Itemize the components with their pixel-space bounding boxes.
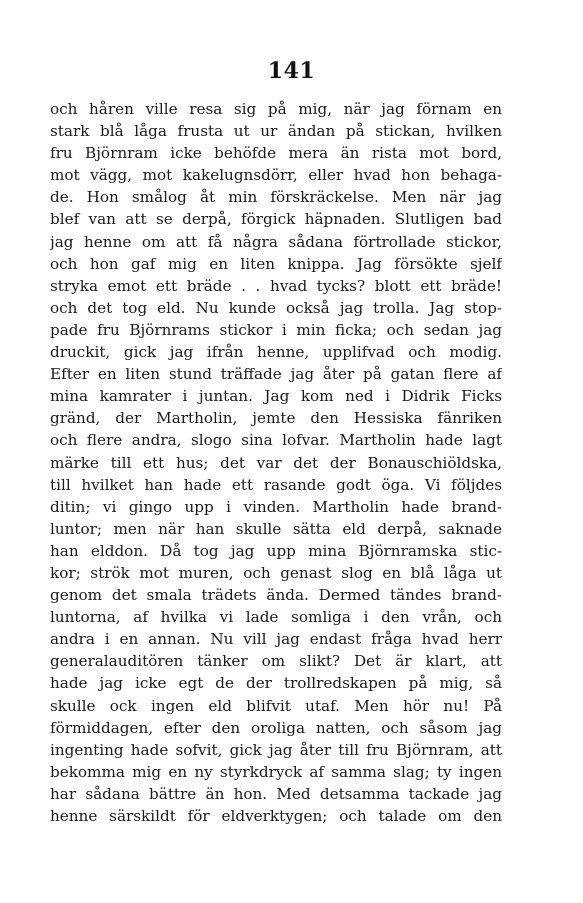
text-line: stryka emot ett bräde . . hvad tycks? blott ett bräde! [50, 276, 502, 295]
text-line: har sådana bättre än hon. Med detsamma tackade jag [50, 784, 502, 803]
text-line: till hvilket han hade ett rasande godt öga. Vi följdes [50, 475, 502, 494]
text-line: förmiddagen, efter den oroliga natten, och såsom jag [50, 718, 502, 737]
text-line: mina kamrater i juntan. Jag kom ned i Didrik Ficks [50, 387, 502, 406]
text-line: hade jag icke egt de der trollredskapen på mig, så [50, 674, 502, 693]
text-line: jag henne om att få några sådana förtrollade stickor, [50, 232, 502, 251]
text-line: mot vägg, mot kakelugnsdörr, eller hvad hon behaga- [50, 166, 502, 185]
text-line: stark blå låga frusta ut ur ändan på stickan, hvilken [50, 122, 502, 141]
text-line: de. Hon smålog åt min förskräckelse. Men när jag [50, 188, 502, 207]
text-line: och håren ville resa sig på mig, när jag förnam en [50, 100, 502, 118]
text-line: luntorna, af hvilka vi lade somliga i den vrån, och [50, 608, 502, 627]
text-line: och hon gaf mig en liten knippa. Jag försökte sjelf [50, 254, 502, 273]
text-line: gränd, der Martholin, jemte den Hessiska fänriken [50, 409, 502, 428]
text-line: pade fru Björnrams stickor i min ficka; och sedan jag [50, 320, 502, 339]
text-line: andra i en annan. Nu vill jag endast fråga hvad herr [50, 630, 502, 649]
text-line: henne särskildt för eldverktygen; och talade om den [50, 807, 502, 825]
text-line: och det tog eld. Nu kunde också jag trolla. Jag stop- [50, 298, 502, 317]
text-line: druckit, gick jag ifrån henne, upplifvad och modig. [50, 343, 502, 362]
text-line: märke till ett hus; det var det der Bonauschiöldska, [50, 453, 502, 472]
text-line: ditin; vi gingo upp i vinden. Martholin hade brand- [50, 497, 502, 516]
text-line: Efter en liten stund träffade jag åter på gatan flere af [50, 365, 502, 384]
text-line: fru Björnram icke behöfde mera än rista mot bord, [50, 144, 502, 163]
text-line: generalauditören tänker om slikt? Det är klart, att [50, 652, 502, 671]
text-line: och flere andra, slogo sina lofvar. Martholin hade lagt [50, 431, 502, 450]
body-text [50, 98, 502, 827]
text-line: genom det smala trädets ända. Dermed tändes brand- [50, 586, 502, 605]
text-line: blef van att se derpå, förgick häpnaden. Slutligen bad [50, 210, 502, 229]
text-line: luntor; men när han skulle sätta eld derpå, saknade [50, 519, 502, 538]
text-line: kor; strök mot muren, och genast slog en blå låga ut [50, 563, 502, 582]
text-line: ingenting hade sofvit, gick jag åter till fru Björnram, att [50, 740, 502, 759]
text-line: han elddon. Då tog jag upp mina Björnramska stic- [50, 541, 502, 560]
text-line: bekomma mig en ny styrkdryck af samma slag; ty ingen [50, 762, 502, 781]
text-line: skulle ock ingen eld blifvit utaf. Men hör nu! På [50, 696, 502, 715]
page-number: 141 [267, 58, 316, 84]
